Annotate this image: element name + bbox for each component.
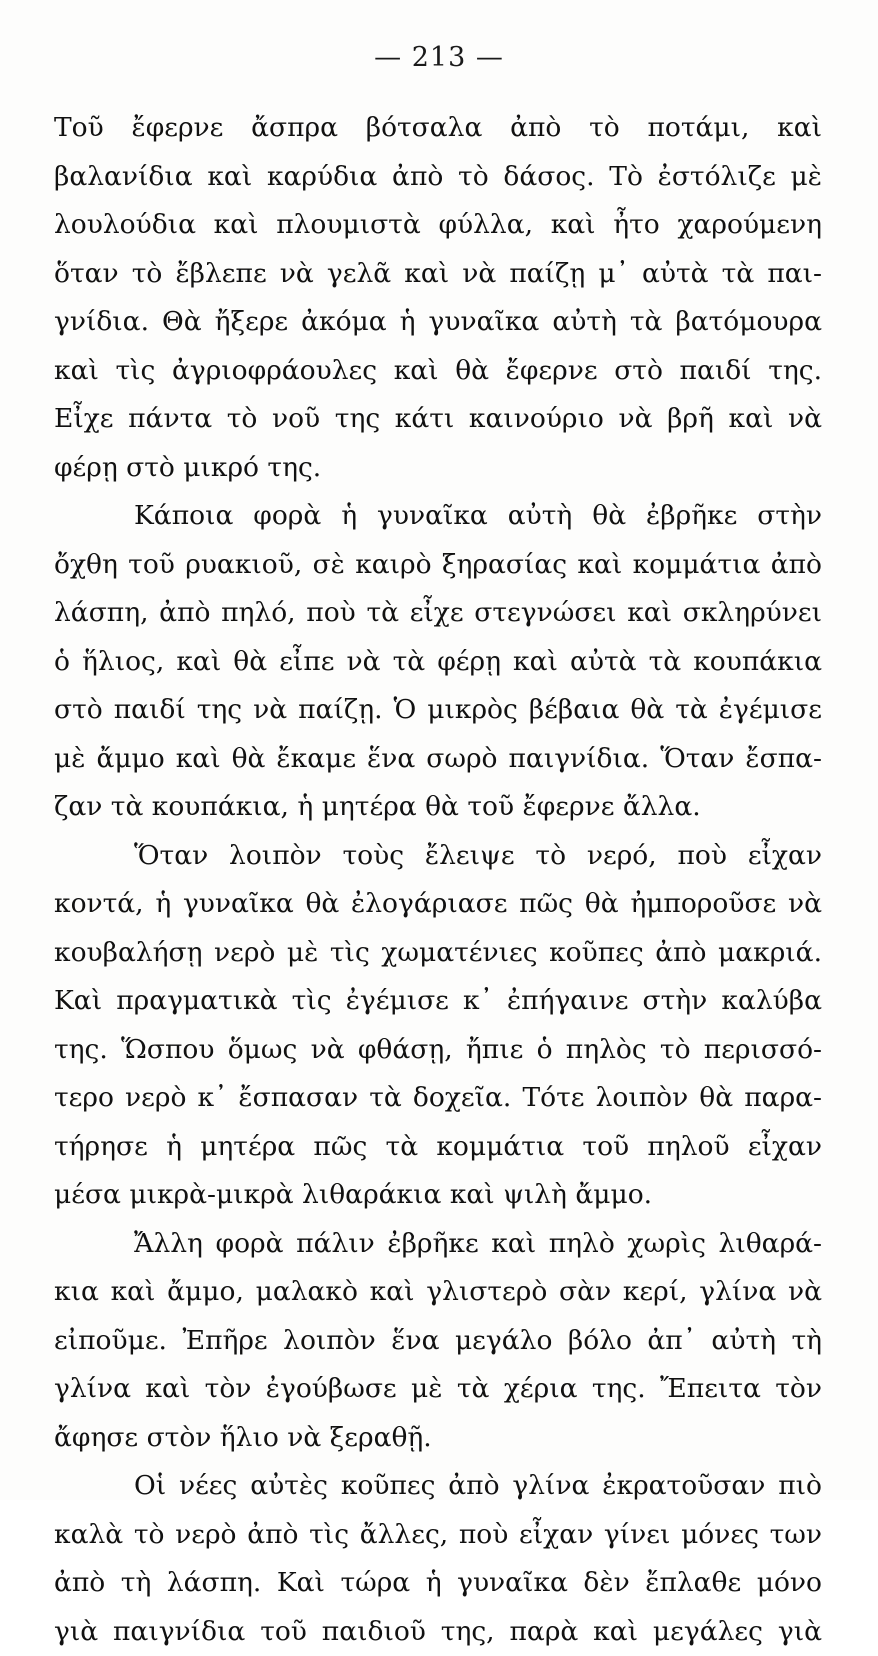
text-line: λάσπη, ἀπὸ πηλό, ποὺ τὰ εἶχε στεγνώσει καὶ σκληρύνει (54, 589, 822, 638)
body-text (54, 104, 822, 1656)
text-line: ὄχθη τοῦ ρυακιοῦ, σὲ καιρὸ ξηρασίας καὶ κομμάτια ἀπὸ (54, 541, 822, 590)
text-line: κια καὶ ἄμμο, μαλακὸ καὶ γλιστερὸ σὰν κερί, γλίνα νὰ (54, 1268, 822, 1317)
text-line: κοντά, ἡ γυναῖκα θὰ ἐλογάριασε πῶς θὰ ἠμποροῦσε νὰ (54, 880, 822, 929)
text-line: μὲ ἄμμο καὶ θὰ ἔκαμε ἕνα σωρὸ παιγνίδια. Ὅταν ἔσπα- (54, 735, 822, 784)
paragraph (54, 492, 822, 832)
text-line: ὅταν τὸ ἔβλεπε νὰ γελᾶ καὶ νὰ παίζῃ μ᾽ αὐτὰ τὰ παι- (54, 250, 822, 299)
text-line: μέσα μικρὰ-μικρὰ λιθαράκια καὶ ψιλὴ ἄμμο. (54, 1171, 822, 1220)
text-line: λουλούδια καὶ πλουμιστὰ φύλλα, καὶ ἦτο χαρούμενη (54, 201, 822, 250)
text-line: ἀπὸ τὴ λάσπη. Καὶ τώρα ἡ γυναῖκα δὲν ἔπλαθε μόνο (54, 1559, 822, 1608)
text-line: βαλανίδια καὶ καρύδια ἀπὸ τὸ δάσος. Τὸ ἐστόλιζε μὲ (54, 153, 822, 202)
text-line: Οἱ νέες αὐτὲς κοῦπες ἀπὸ γλίνα ἐκρατοῦσαν πιὸ (54, 1462, 822, 1511)
text-line: της. Ὥσπου ὅμως νὰ φθάσῃ, ἤπιε ὁ πηλὸς τὸ περισσό- (54, 1026, 822, 1075)
text-line: στὸ παιδί της νὰ παίζῃ. Ὁ μικρὸς βέβαια θὰ τὰ ἐγέμισε (54, 686, 822, 735)
text-line: ὁ ἥλιος, καὶ θὰ εἶπε νὰ τὰ φέρῃ καὶ αὐτὰ τὰ κουπάκια (54, 638, 822, 687)
paragraph (54, 104, 822, 492)
text-line: τερο νερὸ κ᾽ ἔσπασαν τὰ δοχεῖα. Τότε λοιπὸν θὰ παρα- (54, 1074, 822, 1123)
text-line: γιὰ παιγνίδια τοῦ παιδιοῦ της, παρὰ καὶ μεγάλες γιὰ (54, 1608, 822, 1656)
text-line: κουβαλήσῃ νερὸ μὲ τὶς χωματένιες κοῦπες ἀπὸ μακριά. (54, 929, 822, 978)
text-line: Καὶ πραγματικὰ τὶς ἐγέμισε κ᾽ ἐπήγαινε στὴν καλύβα (54, 977, 822, 1026)
text-line: Τοῦ ἔφερνε ἄσπρα βότσαλα ἀπὸ τὸ ποτάμι, καὶ (54, 104, 822, 153)
text-line: καλὰ τὸ νερὸ ἀπὸ τὶς ἄλλες, ποὺ εἶχαν γίνει μόνες των (54, 1511, 822, 1560)
text-line: εἰποῦμε. Ἐπῆρε λοιπὸν ἕνα μεγάλο βόλο ἀπ᾽ αὐτὴ τὴ (54, 1317, 822, 1366)
text-line: γνίδια. Θὰ ἤξερε ἀκόμα ἡ γυναῖκα αὐτὴ τὰ βατόμουρα (54, 298, 822, 347)
text-line: τήρησε ἡ μητέρα πῶς τὰ κομμάτια τοῦ πηλοῦ εἶχαν (54, 1123, 822, 1172)
text-line: Εἶχε πάντα τὸ νοῦ της κάτι καινούριο νὰ βρῆ καὶ νὰ (54, 395, 822, 444)
paragraph (54, 832, 822, 1220)
page-number: — 213 — (0, 42, 878, 73)
text-line: ζαν τὰ κουπάκια, ἡ μητέρα θὰ τοῦ ἔφερνε ἄλλα. (54, 783, 822, 832)
text-line: ἄφησε στὸν ἥλιο νὰ ξεραθῇ. (54, 1414, 822, 1463)
text-line: γλίνα καὶ τὸν ἐγούβωσε μὲ τὰ χέρια της. Ἔπειτα τὸν (54, 1365, 822, 1414)
text-line: φέρῃ στὸ μικρό της. (54, 444, 822, 493)
text-line: Κάποια φορὰ ἡ γυναῖκα αὐτὴ θὰ ἐβρῆκε στὴν (54, 492, 822, 541)
text-line: καὶ τὶς ἀγριοφράουλες καὶ θὰ ἔφερνε στὸ παιδί της. (54, 347, 822, 396)
text-line: Ὅταν λοιπὸν τοὺς ἔλειψε τὸ νερό, ποὺ εἶχαν (54, 832, 822, 881)
text-line: Ἄλλη φορὰ πάλιν ἐβρῆκε καὶ πηλὸ χωρὶς λιθαρά- (54, 1220, 822, 1269)
paragraph (54, 1462, 822, 1656)
paragraph (54, 1220, 822, 1463)
